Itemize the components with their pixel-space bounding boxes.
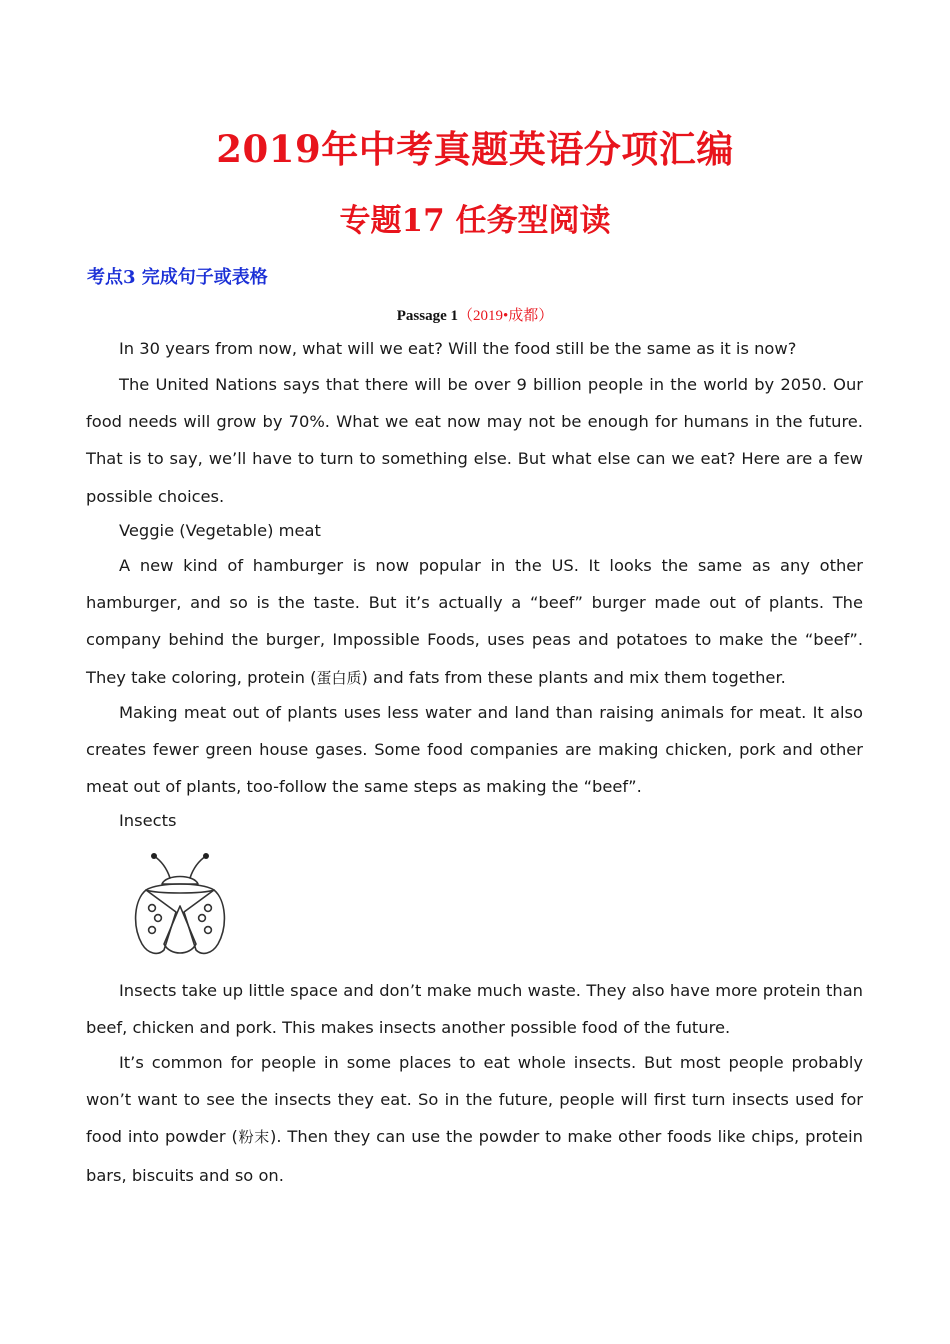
paragraph-3-text-a: A new kind of hamburger is now popular in the US. It looks the same as any other hamburger, and so is the taste. But it’s actually a “beef” burger made out of plants. The company behind the burger, Impossible Foods, uses peas and potatoes to make the “beef”. They take coloring, protein (	[86, 556, 863, 687]
paragraph-6	[86, 1044, 863, 1194]
paragraph-6-text-a: It’s common for people in some places to eat whole insects. But most people probably won’t want to see the insects they eat. So in the future, people will first turn insects used for food into powder (	[86, 1053, 863, 1147]
paragraph-3-chinese: 蛋白质	[316, 668, 362, 687]
page-title: 2019年中考真题英语分项汇编	[216, 127, 734, 171]
paragraph-3	[86, 547, 863, 697]
ladybug-icon	[128, 848, 232, 960]
passage-label: Passage 1	[396, 308, 458, 324]
paragraph-5: Insects take up little space and don’t make much waste. They also have more protein than beef, chicken and pork. This makes insects another possible food of the future.	[86, 981, 863, 1038]
passage-source: （2019•成都）	[457, 308, 554, 324]
subheading-veggie-meat: Veggie (Vegetable) meat	[119, 521, 321, 540]
paragraph-6-chinese: 粉末	[237, 1128, 271, 1147]
paragraph-6-text-b: ). Then they can use the powder to make other foods like chips, protein bars, biscuits and so on.	[86, 1127, 863, 1185]
paragraph-1: In 30 years from now, what will we eat? Will the food still be the same as it is now?	[119, 339, 797, 358]
section-heading: 考点3 完成句子或表格	[87, 267, 268, 288]
paragraph-2: The United Nations says that there will be over 9 billion people in the world by 2050. Our food needs will grow by 70%. What we eat now may not be enough for humans in the future. That is to say, we’ll have to turn to something else. But what else can we eat? Here are a few possible choices.	[86, 375, 863, 506]
paragraph-4: Making meat out of plants uses less water and land than raising animals for meat. It also creates fewer green house gases. Some food companies are making chicken, pork and other meat out of plants, too-follow the same steps as making the “beef”.	[86, 703, 863, 797]
subheading-insects: Insects	[119, 811, 177, 830]
page-subtitle: 专题17 任务型阅读	[339, 203, 611, 239]
paragraph-3-text-b: ) and fats from these plants and mix them together.	[361, 667, 786, 687]
passage-header	[0, 305, 950, 327]
